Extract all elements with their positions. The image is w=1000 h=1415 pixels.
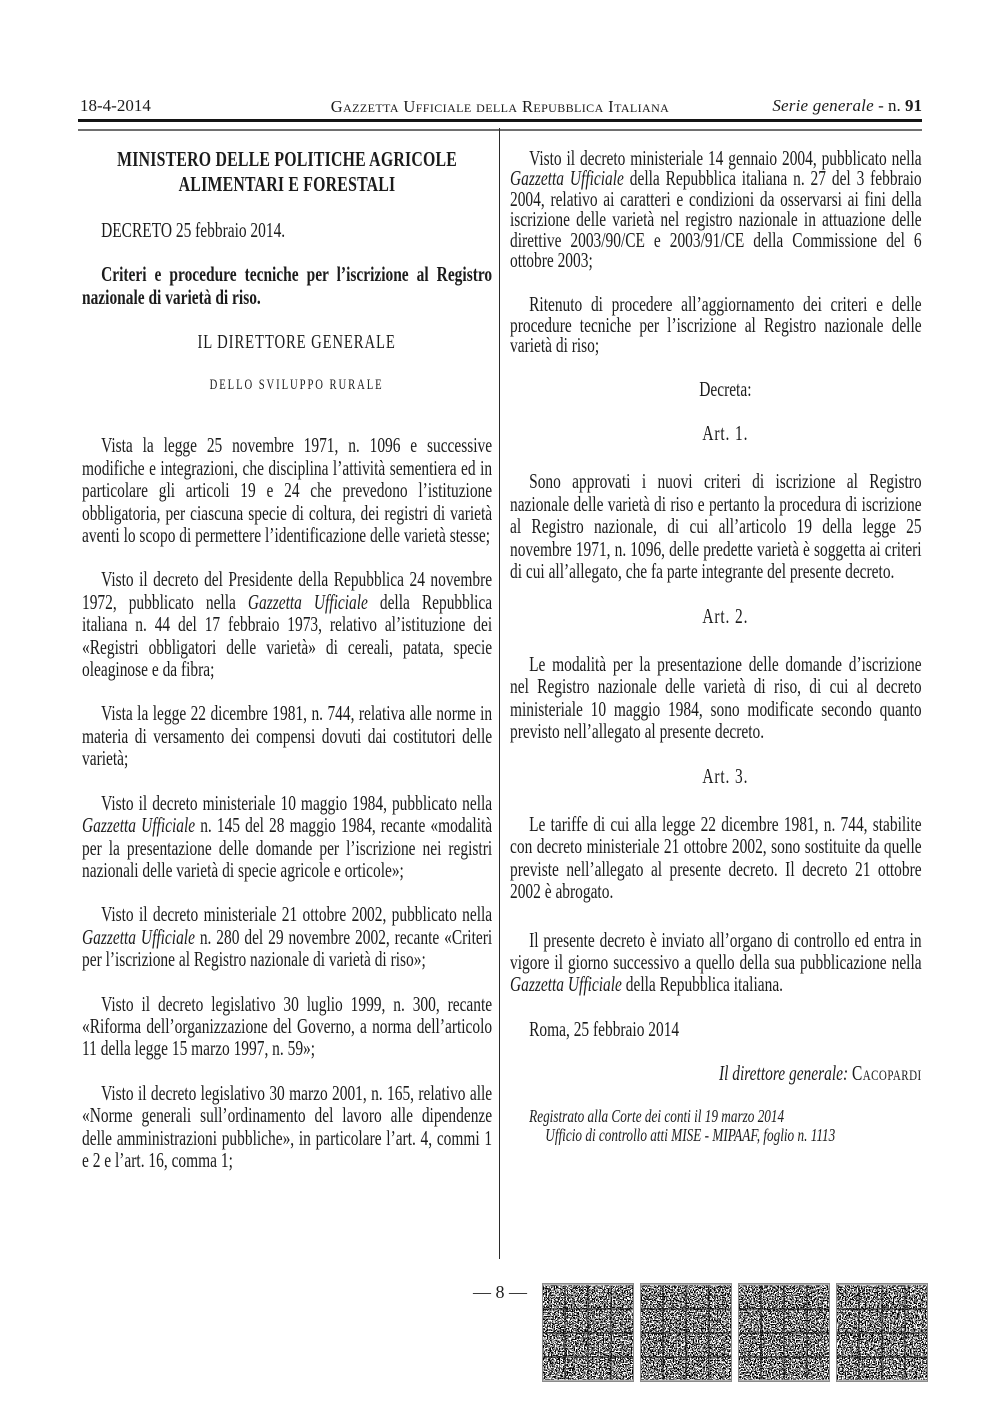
page-number: — 8 — bbox=[473, 1282, 527, 1302]
stamp-row bbox=[542, 1283, 928, 1382]
decreta-heading: Decreta: bbox=[699, 376, 752, 401]
paragraph: Visto il decreto legislativo 30 marzo 2001, n. 165, relativo alle «Norme generali sull’ordinamento del lavoro alle dipendenze delle amministrazioni pubbliche», in particolare l’art. 4, commi 1 e 2 e l’art. 16, comma 1; bbox=[82, 1080, 493, 1172]
closing-paragraph bbox=[510, 929, 922, 996]
article-3-heading: Art. 3. bbox=[702, 763, 749, 788]
paragraph: Visto il decreto legislativo 30 luglio 1999, n. 300, recante «Riforma dell’organizzazione del Governo, a norma dell’articolo 11 della legge 15 marzo 1997, n. 59»; bbox=[82, 991, 493, 1061]
header-masthead: Gazzetta Ufficiale della Repubblica Italiana bbox=[330, 97, 670, 116]
series-name: Serie generale bbox=[772, 96, 874, 115]
paragraph: Vista la legge 25 novembre 1971, n. 1096 e successive modifiche e integrazioni, che disciplina l’attività sementiera ed in particolare gli articoli 19 e 24 che prevedono l’istituzione obbligatoria, per ciascuna specie di coltura, dei registri di varietà aventi lo scopo di permettere l’identificazione delle varietà stesse; bbox=[82, 433, 493, 548]
registration-line1: Registrato alla Corte dei conti il 19 marzo 2014 bbox=[529, 1105, 785, 1126]
signature-role: Il direttore generale: bbox=[718, 1061, 852, 1086]
print-registration-stamp-icon bbox=[542, 1283, 634, 1382]
paragraph: Le tariffe di cui alla legge 22 dicembre 1981, n. 744, stabilite con decreto ministeriale 21 ottobre 2002, sono sostituite da quelle previste nell’allegato al presente decreto. Il decreto 21 ottobre 2002 è abrogato. bbox=[510, 811, 922, 904]
article-2-body bbox=[510, 653, 922, 743]
paragraph: Visto il decreto ministeriale 14 gennaio 2004, pubblicato nella Gazzetta Ufficiale della Repubblica italiana n. 27 del 3 febbraio 2004, relativo ai caratteri e condizioni da osservarsi ai fini della iscrizione delle varietà nel registro nazionale in attuazione delle direttive 2003/90/CE e 2003/91/CE della Commissione del 6 ottobre 2003; bbox=[510, 146, 922, 273]
header-series bbox=[772, 96, 922, 116]
page-header bbox=[78, 96, 922, 118]
left-paragraphs bbox=[82, 434, 492, 1171]
right-column bbox=[510, 128, 922, 1146]
paragraph: Sono approvati i nuovi criteri di iscrizione al Registro nazionale delle varietà di riso e pertanto la procedura di iscrizione al Registro nazionale, di cui all’articolo 19 della legge 25 novembre 1971, n. 1096, delle predette varietà è soggetta ai criteri di cui all’allegato, che fa parte integrante del presente decreto. bbox=[510, 469, 922, 584]
paragraph: Ritenuto di procedere all’aggiornamento dei criteri e delle procedure tecniche per l’iscrizione al Registro nazionale delle varietà di riso; bbox=[510, 292, 922, 358]
paragraph: Il presente decreto è inviato all’organo di controllo ed entra in vigore il giorno successivo a quello della sua pubblicazione nella Gazzetta Ufficiale della Repubblica italiana. bbox=[510, 927, 922, 997]
article-1-heading: Art. 1. bbox=[702, 421, 749, 446]
print-registration-stamp-icon bbox=[640, 1283, 732, 1382]
series-number: 91 bbox=[905, 96, 922, 115]
article-2-heading: Art. 2. bbox=[702, 603, 749, 628]
decree-subject: Criteri e procedure tecniche per l’iscrizione al Registro nazionale di varietà di riso. bbox=[82, 262, 493, 310]
paragraph: Le modalità per la presentazione delle domande d’iscrizione nel Registro nazionale delle varietà di riso, di cui al decreto ministeriale 10 maggio 1984, sono modificate secondo quanto previsto nell’allegato al presente decreto. bbox=[510, 651, 922, 744]
registration-line2: Ufficio di controllo atti MISE - MIPAAF, foglio n. 1113 bbox=[545, 1125, 836, 1146]
paragraph: Visto il decreto ministeriale 10 maggio 1984, pubblicato nella Gazzetta Ufficiale n. 145 del 28 maggio 1984, recante «modalità per la presentazione delle domande per l’iscrizione nei registri nazionali delle varietà di specie agricole e orticole»; bbox=[82, 790, 493, 882]
print-registration-stamp-icon bbox=[836, 1283, 928, 1382]
authority-title: IL DIRETTORE GENERALE bbox=[197, 331, 396, 354]
left-column bbox=[82, 128, 492, 1171]
article-1-body bbox=[510, 470, 922, 582]
signature-line bbox=[510, 1062, 922, 1084]
article-3-body bbox=[510, 813, 922, 903]
signature-name: Cacopardi bbox=[851, 1061, 922, 1086]
series-sep: - n. bbox=[873, 96, 905, 115]
ministry-title: MINISTERO DELLE POLITICHE AGRICOLE ALIMENTARI E FORESTALI bbox=[117, 147, 457, 196]
column-divider bbox=[499, 128, 500, 1259]
authority-subtitle: DELLO SVILUPPO RURALE bbox=[209, 377, 384, 394]
registration-note bbox=[510, 1107, 922, 1146]
place-date-line: Roma, 25 febbraio 2014 bbox=[529, 1016, 680, 1041]
decree-date-line: DECRETO 25 febbraio 2014. bbox=[101, 218, 286, 242]
header-date: 18-4-2014 bbox=[80, 96, 151, 115]
right-paragraphs-top bbox=[510, 148, 922, 356]
paragraph: Visto il decreto del Presidente della Repubblica 24 novembre 1972, pubblicato nella Gazzetta Ufficiale della Repubblica italiana n. 44 del 17 febbraio 1973, relativo al’istituzione dei «Registri obbligatori delle varietà» di cereali, patata, specie oleaginose e da fibra; bbox=[82, 567, 493, 682]
print-registration-stamp-icon bbox=[738, 1283, 830, 1382]
paragraph: Visto il decreto ministeriale 21 ottobre 2002, pubblicato nella Gazzetta Ufficiale n. 280 del 29 novembre 2002, recante «Criteri per l’iscrizione al Registro nazionale di varietà di riso»; bbox=[82, 902, 493, 972]
paragraph: Vista la legge 22 dicembre 1981, n. 744, relativa alle norme in materia di versamento dei compensi dovuti dai costitutori delle varietà; bbox=[82, 701, 493, 771]
